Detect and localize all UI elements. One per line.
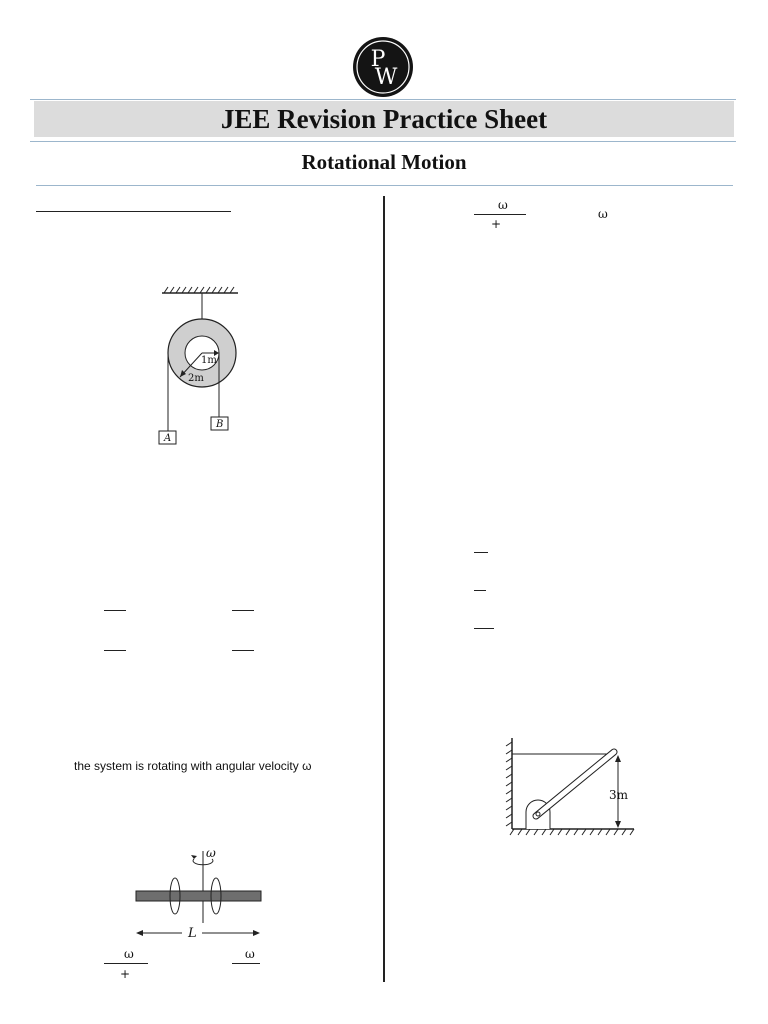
- option-fraction-bar: [474, 590, 486, 591]
- pw-logo: [352, 36, 414, 98]
- page-subtitle: Rotational Motion: [301, 150, 467, 174]
- length-label: L: [188, 926, 197, 941]
- option-fraction-bar: [232, 963, 260, 964]
- omega-symbol: ω: [124, 947, 134, 961]
- omega-symbol: ω: [598, 207, 608, 221]
- expression-fraction-bar: [474, 214, 526, 215]
- omega-label: ω: [206, 847, 216, 860]
- page-title: JEE Revision Practice Sheet: [220, 103, 548, 134]
- option-fraction-bar: [232, 650, 254, 651]
- option-fraction-bar: [474, 628, 494, 629]
- block-a-label: A: [164, 433, 172, 444]
- rotation-statement: the system is rotating with angular velocity ω: [74, 759, 312, 773]
- plus-symbol: +: [491, 217, 502, 231]
- column-divider: [383, 196, 385, 982]
- option-fraction-bar: [104, 963, 148, 964]
- svg-text:P: P: [370, 47, 386, 72]
- header-top-rule: [30, 99, 736, 100]
- title-bar: [34, 101, 734, 137]
- section-heading-rule: [36, 211, 231, 212]
- svg-text:W: W: [374, 65, 398, 90]
- block-b-label: B: [216, 419, 224, 430]
- subtitle-rule: [36, 185, 733, 186]
- option-fraction-bar: [104, 650, 126, 651]
- option-fraction-bar: [232, 610, 254, 611]
- outer-radius-label: 2m: [188, 373, 204, 384]
- omega-symbol: ω: [498, 198, 508, 212]
- title-bottom-rule: [30, 141, 736, 142]
- inner-radius-label: 1m: [201, 355, 217, 366]
- height-label: 3m: [609, 788, 629, 802]
- rod-wall-figure: [498, 736, 638, 838]
- plus-symbol: +: [120, 967, 131, 981]
- rod-rings-figure: [130, 847, 266, 943]
- pulley-figure: [150, 285, 250, 445]
- option-fraction-bar: [474, 552, 488, 553]
- option-fraction-bar: [104, 610, 126, 611]
- omega-symbol: ω: [245, 947, 255, 961]
